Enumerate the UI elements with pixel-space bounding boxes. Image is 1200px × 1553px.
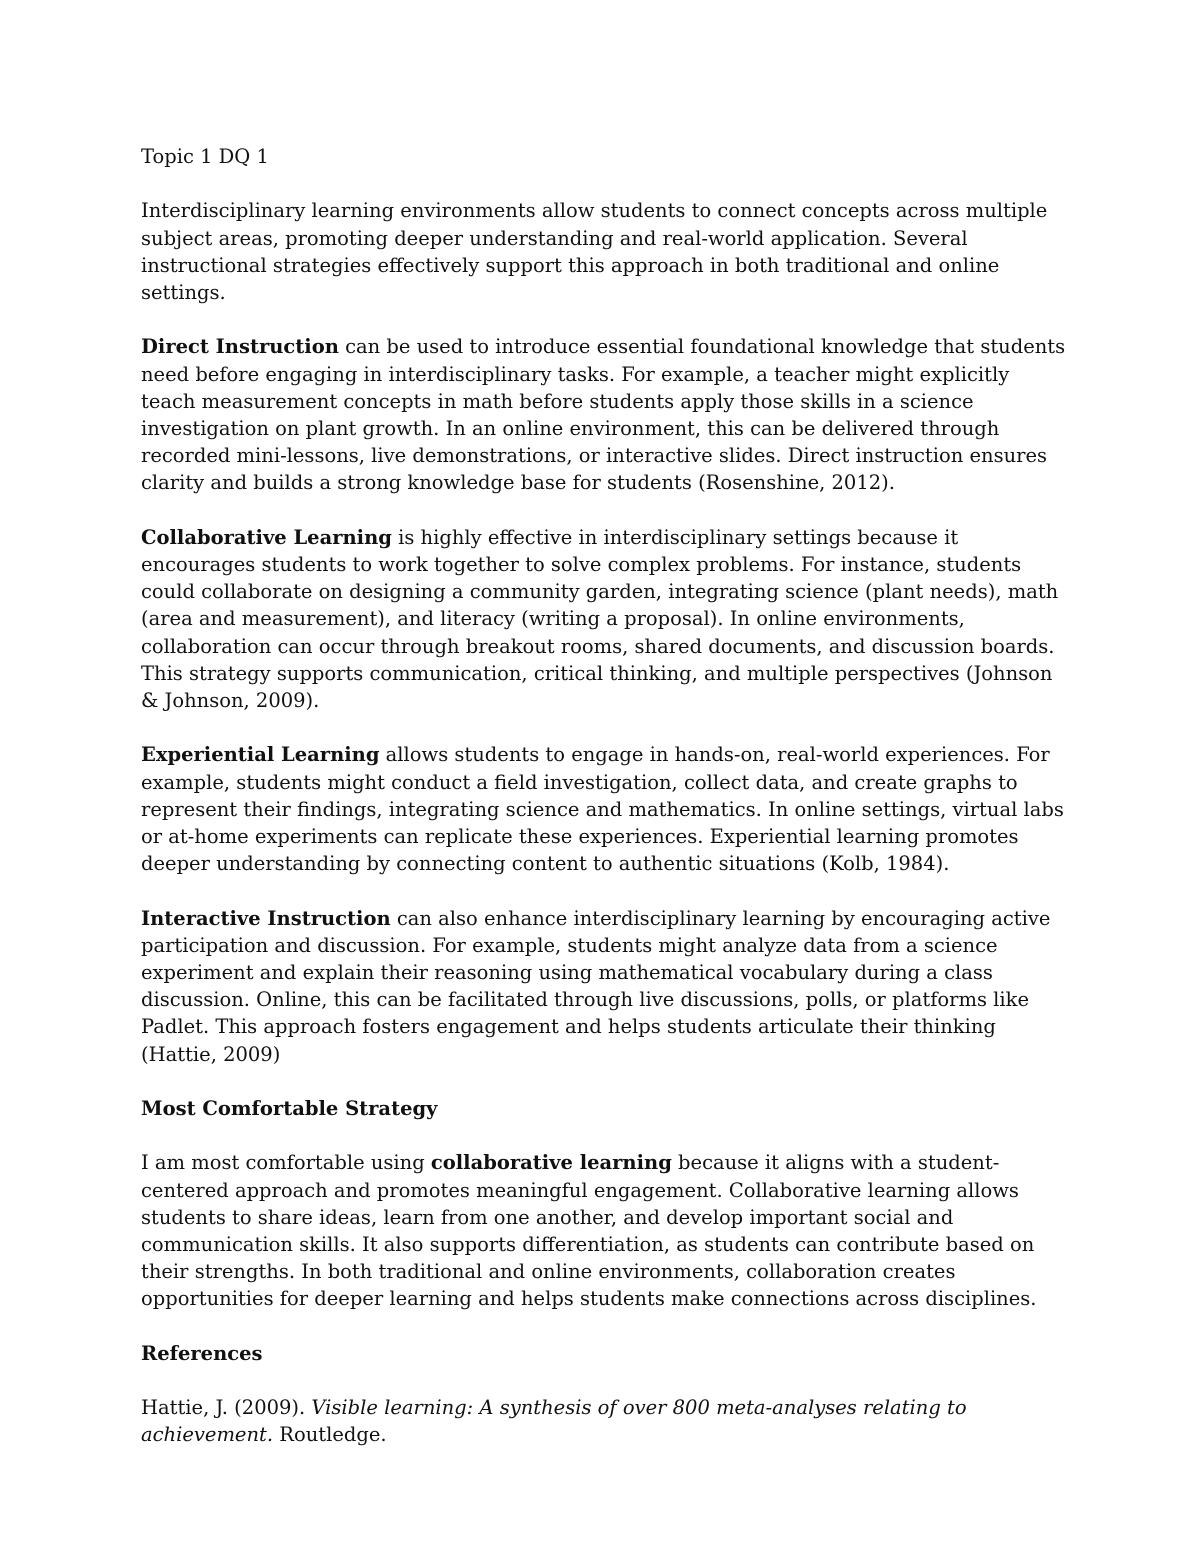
section-direct-instruction [141, 333, 1066, 496]
section-experiential-learning [141, 741, 1066, 877]
section-term: Direct Instruction [141, 335, 339, 359]
reference-item [141, 1394, 1066, 1448]
section-term: Interactive Instruction [141, 906, 391, 930]
document-title: Topic 1 DQ 1 [141, 145, 269, 168]
section-term: Experiential Learning [141, 743, 380, 767]
comfortable-bold: collaborative learning [430, 1151, 672, 1175]
reference-author: Hattie, J. (2009). [141, 1396, 312, 1420]
section-term: Collaborative Learning [141, 525, 392, 549]
intro-paragraph: Interdisciplinary learning environments allow students to connect concepts across multiple subject areas, promoting deeper understanding and real-world application. Several instructional strategies effectively support this approach in both traditional and online settings. [141, 199, 1048, 304]
section-text: allows students to engage in hands-on, real-world experiences. For example, students might conduct a field investigation, collect data, and create graphs to represent their findings, integrating science and mathematics. In online settings, virtual labs or at-home experiments can replicate these experiences. Experiential learning promotes deeper understanding by connecting content to authentic situations (Kolb, 1984). [141, 743, 1064, 876]
comfortable-paragraph [141, 1149, 1066, 1312]
document-page [141, 143, 1066, 1476]
section-collaborative-learning [141, 524, 1066, 714]
section-text: can also enhance interdisciplinary learning by encouraging active participation and discussion. For example, students might analyze data from a science experiment and explain their reasoning using mathematical vocabulary during a class discussion. Online, this can be facilitated through live discussions, polls, or platforms like Padlet. This approach fosters engagement and helps students articulate their thinking (Hattie, 2009) [141, 906, 1051, 1066]
section-text: can be used to introduce essential foundational knowledge that students need before engaging in interdisciplinary tasks. For example, a teacher might explicitly teach measurement concepts in math before students apply those skills in a science investigation on plant growth. In an online environment, this can be delivered through recorded mini-lessons, live demonstrations, or interactive slides. Direct instruction ensures clarity and builds a strong knowledge base for students (Rosenshine, 2012). [141, 335, 1066, 495]
references-heading: References [141, 1341, 263, 1365]
comfortable-heading: Most Comfortable Strategy [141, 1097, 438, 1121]
section-text: is highly effective in interdisciplinary settings because it encourages students to work together to solve complex problems. For instance, students could collaborate on designing a community garden, integrating science (plant needs), math (area and measurement), and literacy (writing a proposal). In online environments, collaboration can occur through breakout rooms, shared documents, and discussion boards. This strategy supports communication, critical thinking, and multiple perspectives (Johnson & Johnson, 2009). [141, 525, 1059, 713]
comfortable-rest: because it aligns with a student-centered approach and promotes meaningful engagement. Collaborative learning allows students to share ideas, learn from one another, and develop important social and communication skills. It also supports differentiation, as students can contribute based on their strengths. In both traditional and online environments, collaboration creates opportunities for deeper learning and helps students make connections across disciplines. [141, 1151, 1037, 1311]
reference-title: Visible learning: A synthesis of over 800 meta-analyses relating to achievement. [141, 1396, 967, 1447]
comfortable-lead: I am most comfortable using [141, 1151, 431, 1175]
reference-publisher: Routledge. [273, 1423, 387, 1447]
section-interactive-instruction [141, 905, 1066, 1068]
